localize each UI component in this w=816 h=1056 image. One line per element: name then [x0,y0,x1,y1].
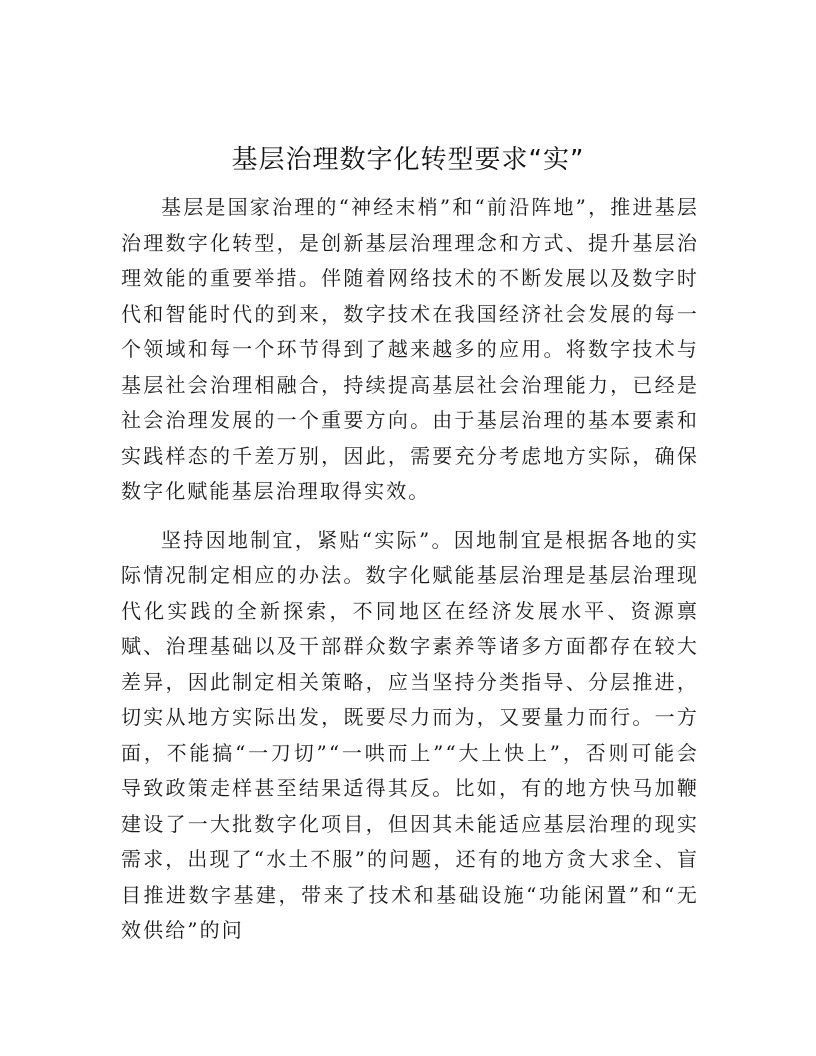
body-paragraph-1: 基层是国家治理的“神经末梢”和“前沿阵地”，推进基层治理数字化转型，是创新基层治理理念和方式、提升基层治理效能的重要举措。伴随着网络技术的不断发展以及数字时代和智能时代的到来，数字技术在我国经济社会发展的每一个领域和每一个环节得到了越来越多的应用。将数字技术与基层社会治理相融合，持续提高基层社会治理能力，已经是社会治理发展的一个重要方向。由于基层治理的基本要素和实践样态的千差万别，因此，需要充分考虑地方实际，确保数字化赋能基层治理取得实效。 [121,195,699,503]
document-body [121,190,699,949]
body-paragraph-2: 坚持因地制宜，紧贴“实际”。因地制宜是根据各地的实际情况制定相应的办法。数字化赋能基层治理是基层治理现代化实践的全新探索，不同地区在经济发展水平、资源禀赋、治理基础以及干部群众数字素养等诸多方面都存在较大差异，因此制定相关策略，应当坚持分类指导、分层推进，切实从地方实际出发，既要尽力而为，又要量力而行。一方面，不能搞“一刀切”“一哄而上”“大上快上”，否则可能会导致政策走样甚至结果适得其反。比如，有的地方快马加鞭建设了一大批数字化项目，但因其未能适应基层治理的现实需求，出现了“水土不服”的问题，还有的地方贪大求全、盲目推进数字基建，带来了技术和基础设施“功能闲置”和“无效供给”的问 [121,527,699,942]
document-title: 基层治理数字化转型要求“实” [231,145,585,175]
